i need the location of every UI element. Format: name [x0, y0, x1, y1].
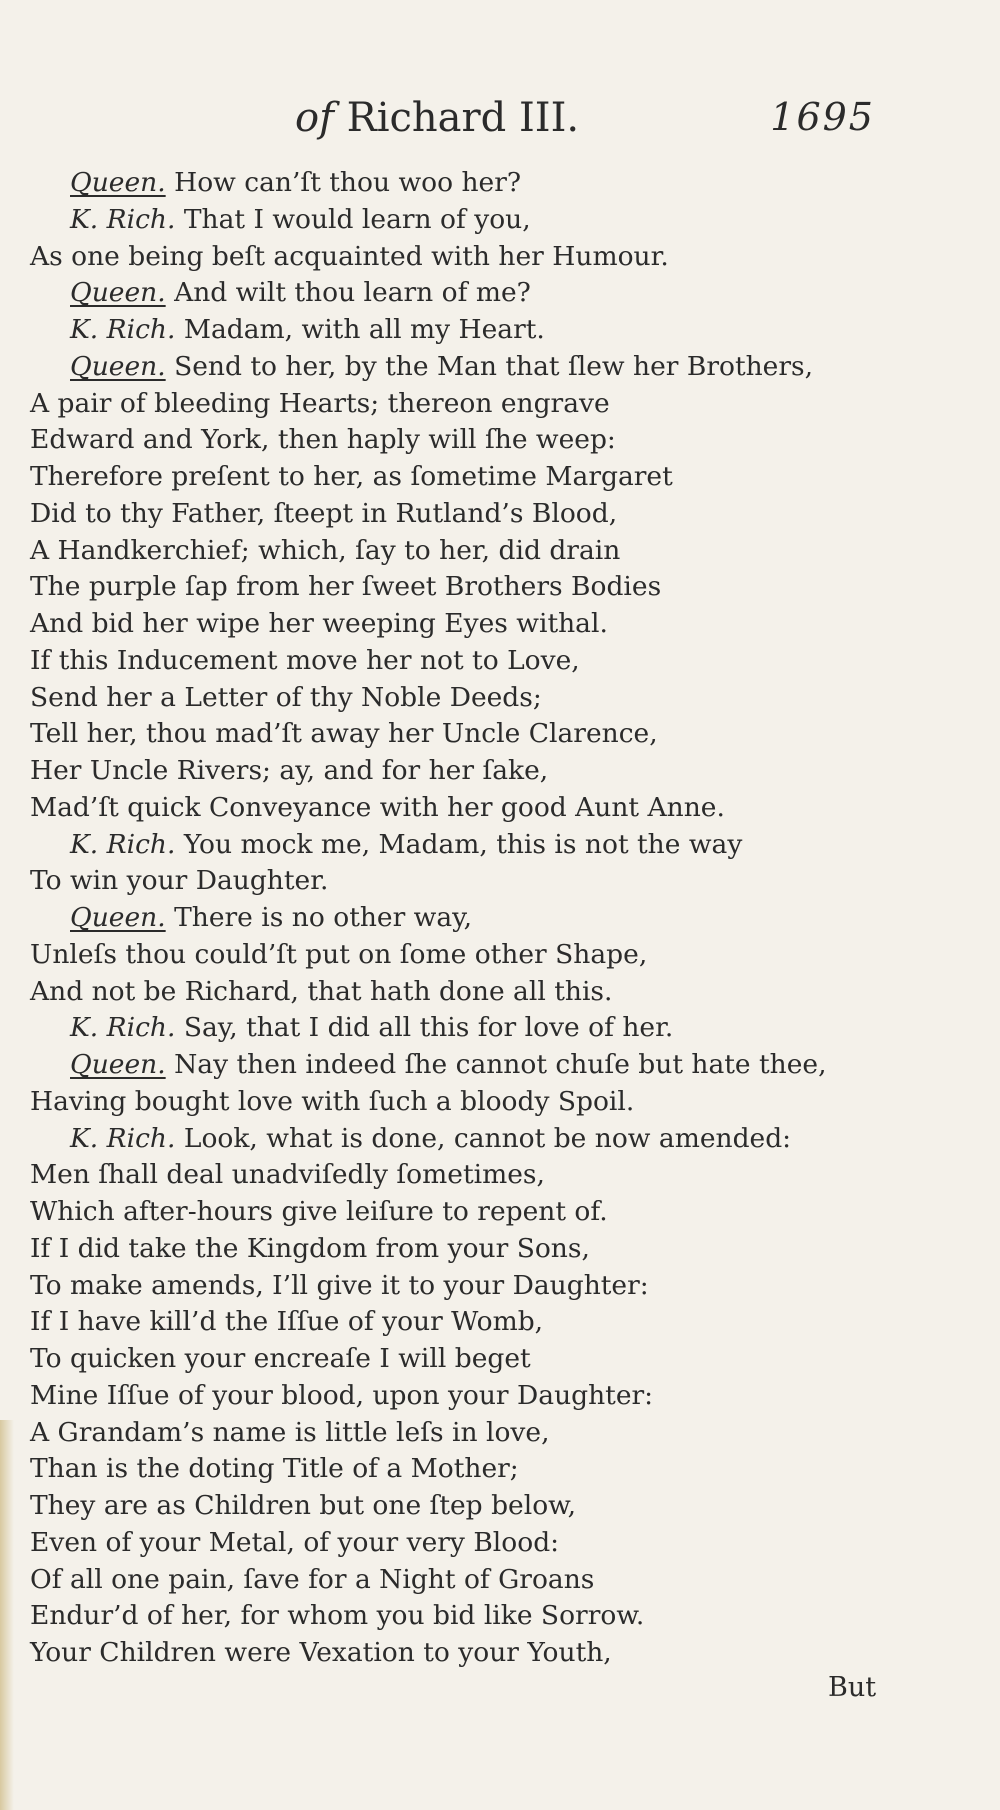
speaker-name: Queen. — [70, 902, 166, 933]
catchword: But — [828, 1672, 877, 1703]
text-line — [30, 1047, 930, 1084]
line-text: To quicken your encreaſe I will beget — [30, 1343, 531, 1374]
text-line — [30, 202, 930, 239]
text-line — [30, 1635, 930, 1672]
page-number: 1695 — [770, 95, 875, 139]
speaker-name: Queen. — [70, 277, 166, 309]
line-text: If I did take the Kingdom from your Sons, — [30, 1232, 590, 1264]
line-text: Unleſs thou could’ſt put on ſome other Shape, — [30, 938, 648, 970]
text-line — [30, 974, 930, 1011]
line-text: The purple ſap from her ſweet Brothers Bodies — [30, 571, 662, 603]
text-line — [30, 606, 930, 643]
header-title-prefix: of — [295, 95, 334, 141]
text-line — [30, 533, 930, 570]
text-line — [30, 459, 930, 496]
text-line — [30, 753, 930, 790]
text-line — [30, 1378, 930, 1415]
text-line — [30, 1194, 930, 1231]
line-text: Even of your Metal, of your very Blood: — [30, 1526, 560, 1558]
page-gutter-shadow — [0, 1420, 14, 1810]
speaker-name: Queen. — [70, 167, 166, 198]
line-text: Which after-hours give leiſure to repent of. — [30, 1196, 608, 1227]
line-text: Her Uncle Rivers; ay, and for her ſake, — [30, 755, 549, 786]
text-line — [30, 1268, 930, 1305]
line-text: Send her a Letter of thy Noble Deeds; — [30, 681, 542, 713]
line-text: If I have kill’d the Iſſue of your Womb, — [30, 1306, 544, 1338]
line-text: Edward and York, then haply will ſhe weep: — [30, 424, 616, 456]
running-header — [0, 95, 1000, 155]
line-text: Than is the doting Title of a Mother; — [30, 1453, 519, 1485]
text-line — [30, 790, 930, 827]
text-line — [30, 900, 930, 937]
text-line — [30, 422, 930, 459]
text-line — [30, 1304, 930, 1341]
line-text: Endur’d of her, for whom you bid like Sorrow. — [30, 1600, 645, 1632]
header-title-main: Richard III. — [346, 95, 580, 141]
line-text: Having bought love with ſuch a bloody Spoil. — [30, 1085, 635, 1117]
line-text: There is no other way, — [174, 902, 473, 933]
line-text: Your Children were Vexation to your Youth, — [30, 1637, 612, 1668]
text-line — [30, 496, 930, 533]
text-line — [30, 1562, 930, 1599]
line-text: As one being beſt acquainted with her Humour. — [30, 240, 669, 272]
line-text: Mad’ſt quick Conveyance with her good Aunt Anne. — [30, 791, 725, 823]
text-line — [30, 1598, 930, 1635]
line-text: To win your Daughter. — [30, 865, 329, 897]
text-line — [30, 1121, 930, 1158]
line-text: Nay then indeed ſhe cannot chuſe but hate thee, — [174, 1049, 827, 1080]
line-text: A pair of bleeding Hearts; thereon engrave — [30, 387, 610, 419]
speaker-name: Queen. — [70, 350, 166, 382]
play-text — [30, 165, 930, 1672]
line-text: A Handkerchief; which, ſay to her, did drain — [30, 534, 621, 566]
text-line — [30, 386, 930, 423]
text-line — [30, 349, 930, 386]
speaker-name: K. Rich. — [70, 1012, 176, 1044]
line-text: Send to her, by the Man that ſlew her Brothers, — [174, 350, 814, 382]
line-text: Look, what is done, cannot be now amended: — [183, 1122, 792, 1154]
text-line — [30, 165, 930, 202]
text-line — [30, 716, 930, 753]
line-text: How can’ſt thou woo her? — [174, 167, 522, 198]
text-line — [30, 1231, 930, 1268]
text-line — [30, 1525, 930, 1562]
line-text: You mock me, Madam, this is not the way — [183, 828, 743, 860]
line-text: And not be Richard, that hath done all this. — [30, 975, 613, 1007]
line-text: Men ſhall deal unadviſedly ſometimes, — [30, 1159, 545, 1191]
line-text: To make amends, I’ll give it to your Daughter: — [30, 1269, 649, 1301]
line-text: They are as Children but one ſtep below, — [30, 1490, 577, 1521]
line-text: Tell her, thou mad’ſt away her Uncle Clarence, — [30, 718, 658, 750]
line-text: Did to thy Father, ſteept in Rutland’s Blood, — [30, 497, 618, 529]
speaker-name: K. Rich. — [70, 314, 176, 345]
speaker-name: Queen. — [70, 1049, 166, 1080]
line-text: Madam, with all my Heart. — [183, 314, 545, 345]
text-line — [30, 1415, 930, 1452]
text-line — [30, 827, 930, 864]
line-text: A Grandam’s name is little leſs in love, — [30, 1416, 550, 1448]
text-line — [30, 937, 930, 974]
text-line — [30, 863, 930, 900]
line-text: And wilt thou learn of me? — [174, 277, 531, 309]
line-text: That I would learn of you, — [183, 203, 531, 235]
line-text: If this Inducement move her not to Love, — [30, 644, 580, 676]
speaker-name: K. Rich. — [70, 828, 176, 860]
text-line — [30, 1341, 930, 1378]
text-line — [30, 1488, 930, 1525]
text-line — [30, 1010, 930, 1047]
text-line — [30, 239, 930, 276]
text-line — [30, 312, 930, 349]
text-line — [30, 1157, 930, 1194]
text-line — [30, 275, 930, 312]
speaker-name: K. Rich. — [70, 1122, 176, 1154]
line-text: Mine Iſſue of your blood, upon your Daughter: — [30, 1379, 654, 1411]
line-text: Say, that I did all this for love of her. — [183, 1012, 674, 1044]
text-line — [30, 680, 930, 717]
speaker-name: K. Rich. — [70, 203, 176, 235]
text-line — [30, 1451, 930, 1488]
text-line — [30, 1084, 930, 1121]
text-line — [30, 643, 930, 680]
text-line — [30, 569, 930, 606]
header-title — [295, 95, 579, 141]
line-text: And bid her wipe her weeping Eyes withal. — [30, 608, 608, 639]
line-text: Therefore preſent to her, as ſometime Margaret — [30, 461, 673, 492]
line-text: Of all one pain, ſave for a Night of Groans — [30, 1563, 595, 1595]
